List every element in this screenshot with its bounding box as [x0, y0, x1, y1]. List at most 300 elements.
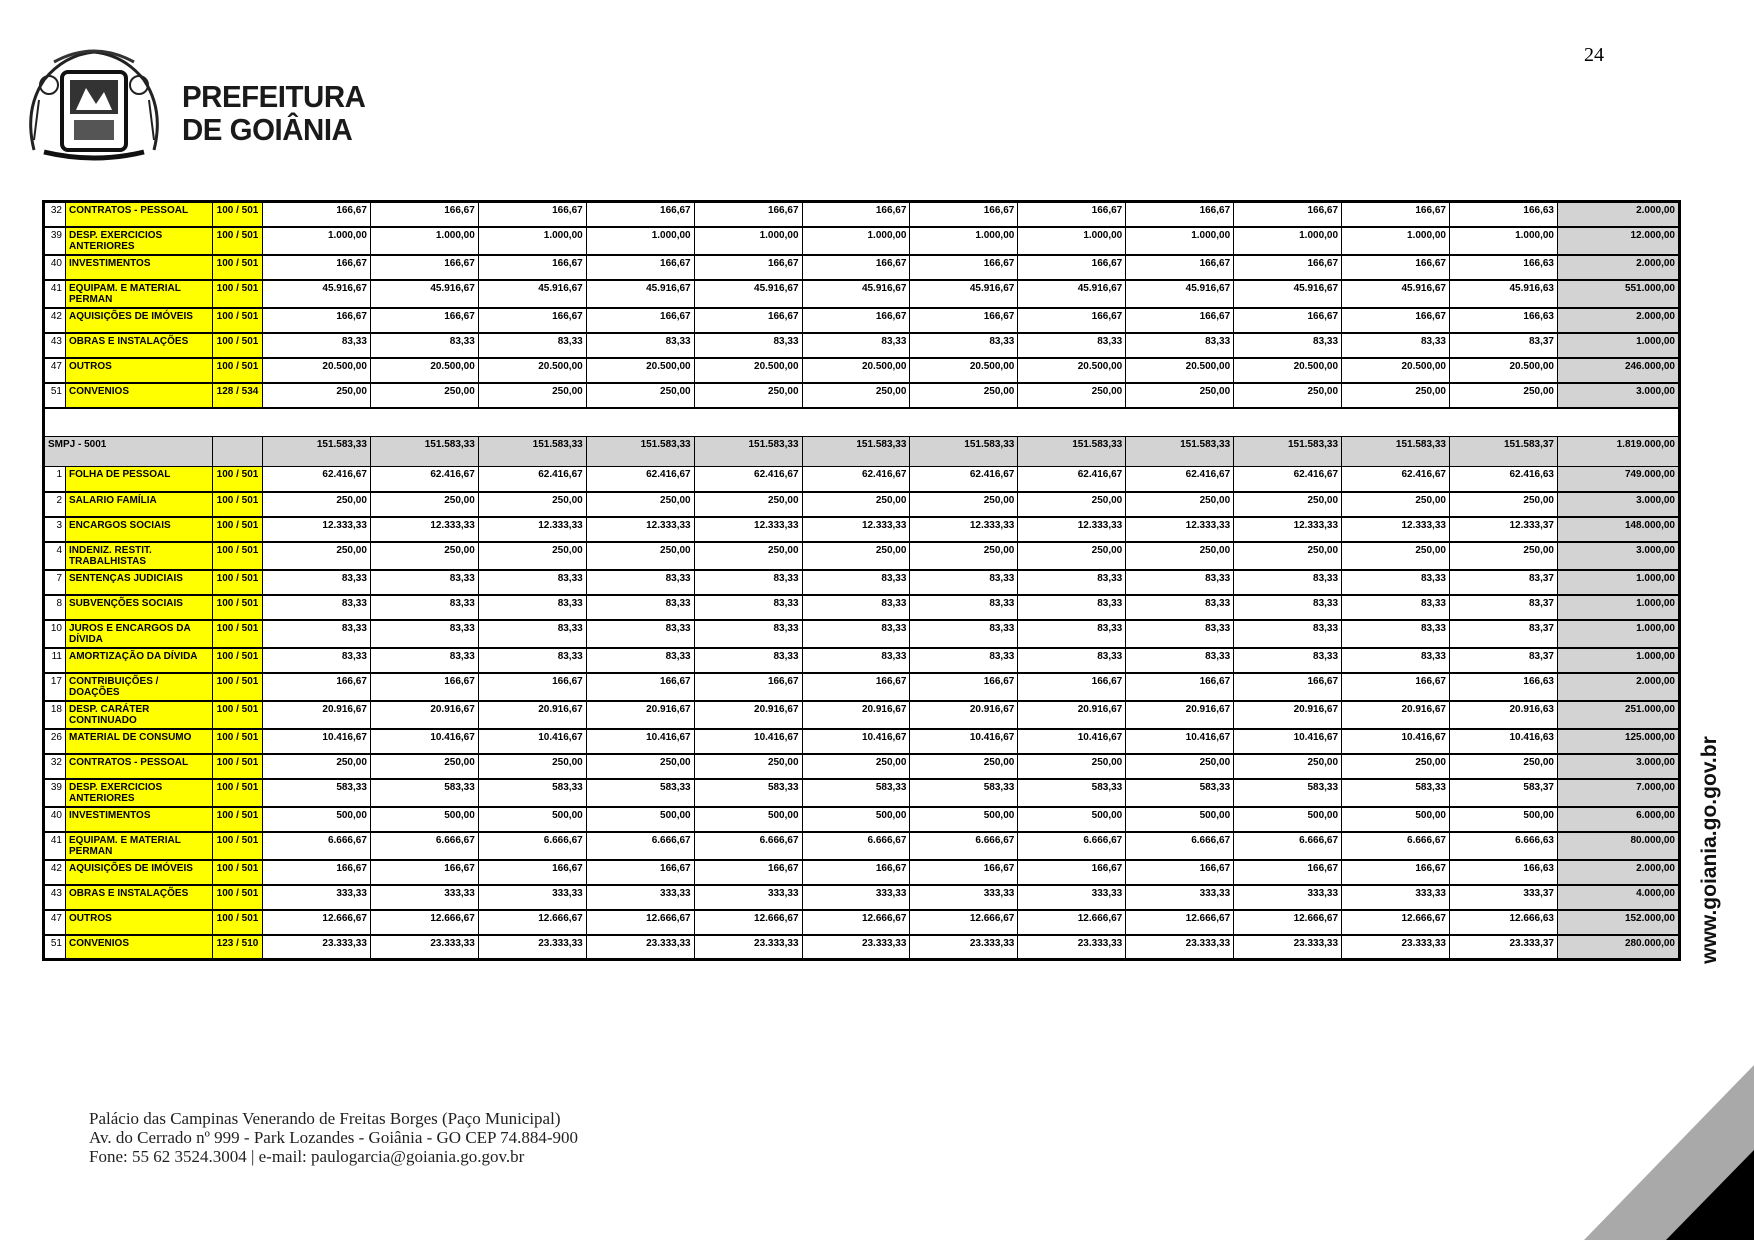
- row-annual-total: 2.000,00: [1558, 860, 1680, 885]
- row-annual-total: 1.000,00: [1558, 595, 1680, 620]
- row-month-value: 166,67: [1018, 860, 1126, 885]
- row-month-value: 6.666,67: [263, 832, 371, 860]
- row-name: AMORTIZAÇÃO DA DÍVIDA: [66, 648, 213, 673]
- row-annual-total: 246.000,00: [1558, 358, 1680, 383]
- row-month-value: 23.333,33: [1234, 935, 1342, 960]
- row-name: CONTRIBUIÇÕES / DOAÇÕES: [66, 673, 213, 701]
- row-annual-total: 2.000,00: [1558, 255, 1680, 280]
- row-month-value: 20.500,00: [370, 358, 478, 383]
- row-name: JUROS E ENCARGOS DA DÍVIDA: [66, 620, 213, 648]
- row-month-value: 45.916,67: [1126, 280, 1234, 308]
- row-month-value: 250,00: [1126, 754, 1234, 779]
- row-month-value: 250,00: [586, 383, 694, 408]
- row-month-value: 333,33: [1234, 885, 1342, 910]
- row-month-value: 166,67: [1018, 308, 1126, 333]
- table-row: [44, 807, 1680, 832]
- row-month-value: 12.333,33: [1018, 517, 1126, 542]
- row-month-value: 83,33: [370, 333, 478, 358]
- table-row: [44, 910, 1680, 935]
- row-month-value: 83,33: [1234, 648, 1342, 673]
- row-month-value: 20.916,67: [1234, 701, 1342, 729]
- row-month-value: 166,67: [802, 255, 910, 280]
- row-name: INVESTIMENTOS: [66, 255, 213, 280]
- row-name: MATERIAL DE CONSUMO: [66, 729, 213, 754]
- row-name: INDENIZ. RESTIT. TRABALHISTAS: [66, 542, 213, 570]
- row-month-value: 83,33: [478, 570, 586, 595]
- row-code: 47: [44, 358, 66, 383]
- row-month-value: 166,67: [586, 202, 694, 227]
- row-month-value: 250,00: [1342, 542, 1450, 570]
- row-month-value: 83,33: [1342, 595, 1450, 620]
- row-month-value: 166,67: [1342, 860, 1450, 885]
- row-month-value: 250,00: [802, 542, 910, 570]
- row-month-value: 10.416,67: [370, 729, 478, 754]
- row-month-value: 166,67: [370, 308, 478, 333]
- row-month-value: 166,67: [802, 308, 910, 333]
- row-month-value: 45.916,67: [1342, 280, 1450, 308]
- row-month-value: 1.000,00: [1342, 227, 1450, 255]
- row-month-value: 83,33: [263, 333, 371, 358]
- table-row: [44, 885, 1680, 910]
- group-month-value: 151.583,33: [263, 437, 371, 467]
- row-month-value: 6.666,67: [1018, 832, 1126, 860]
- row-month-value: 250,00: [1234, 754, 1342, 779]
- table-row: [44, 517, 1680, 542]
- row-month-value: 83,33: [370, 570, 478, 595]
- row-month-value: 166,67: [694, 202, 802, 227]
- row-month-value: 166,67: [586, 308, 694, 333]
- row-code: 42: [44, 860, 66, 885]
- row-name: DESP. EXERCICIOS ANTERIORES: [66, 779, 213, 807]
- row-name: INVESTIMENTOS: [66, 807, 213, 832]
- row-name: CONVENIOS: [66, 383, 213, 408]
- row-fonte: 100 / 501: [213, 280, 263, 308]
- row-month-value: 6.666,67: [1342, 832, 1450, 860]
- row-fonte: 100 / 501: [213, 620, 263, 648]
- row-month-value: 250,00: [1018, 754, 1126, 779]
- row-month-value: 20.500,00: [1449, 358, 1557, 383]
- row-month-value: 83,33: [910, 333, 1018, 358]
- row-month-value: 1.000,00: [1018, 227, 1126, 255]
- row-month-value: 45.916,67: [478, 280, 586, 308]
- corner-decoration: [1584, 1065, 1754, 1240]
- brand-line-2: DE GOIÂNIA: [182, 112, 353, 147]
- row-month-value: 12.333,33: [1126, 517, 1234, 542]
- row-annual-total: 1.000,00: [1558, 620, 1680, 648]
- row-name: OUTROS: [66, 358, 213, 383]
- row-month-value: 83,33: [1342, 620, 1450, 648]
- row-month-value: 250,00: [1342, 492, 1450, 517]
- page-number: 24: [1584, 44, 1604, 66]
- row-code: 41: [44, 280, 66, 308]
- row-month-value: 12.666,67: [1126, 910, 1234, 935]
- row-code: 40: [44, 807, 66, 832]
- row-month-value: 83,37: [1449, 333, 1557, 358]
- row-month-value: 45.916,67: [263, 280, 371, 308]
- row-month-value: 20.500,00: [263, 358, 371, 383]
- row-month-value: 83,33: [263, 648, 371, 673]
- row-month-value: 20.916,67: [478, 701, 586, 729]
- row-month-value: 333,33: [802, 885, 910, 910]
- row-month-value: 83,33: [910, 570, 1018, 595]
- row-month-value: 166,67: [694, 308, 802, 333]
- row-month-value: 583,33: [263, 779, 371, 807]
- row-month-value: 250,00: [370, 754, 478, 779]
- row-annual-total: 2.000,00: [1558, 673, 1680, 701]
- row-month-value: 23.333,33: [586, 935, 694, 960]
- row-code: 41: [44, 832, 66, 860]
- budget-table: [42, 200, 1681, 961]
- row-month-value: 1.000,00: [694, 227, 802, 255]
- group-month-value: 151.583,37: [1449, 437, 1557, 467]
- row-month-value: 1.000,00: [1449, 227, 1557, 255]
- section-spacer: [44, 408, 1680, 437]
- row-month-value: 500,00: [263, 807, 371, 832]
- row-month-value: 83,33: [910, 620, 1018, 648]
- row-fonte: 100 / 501: [213, 542, 263, 570]
- row-month-value: 166,67: [910, 860, 1018, 885]
- row-month-value: 6.666,67: [802, 832, 910, 860]
- row-annual-total: 2.000,00: [1558, 202, 1680, 227]
- row-month-value: 20.500,00: [478, 358, 586, 383]
- table-row: [44, 542, 1680, 570]
- row-month-value: 583,33: [370, 779, 478, 807]
- row-month-value: 166,67: [1342, 673, 1450, 701]
- row-month-value: 166,67: [1018, 255, 1126, 280]
- row-month-value: 23.333,33: [1126, 935, 1234, 960]
- row-month-value: 12.333,33: [370, 517, 478, 542]
- row-month-value: 250,00: [1234, 542, 1342, 570]
- row-month-value: 83,33: [1126, 648, 1234, 673]
- row-annual-total: 1.000,00: [1558, 570, 1680, 595]
- row-month-value: 12.666,67: [1234, 910, 1342, 935]
- row-month-value: 12.666,67: [1342, 910, 1450, 935]
- row-month-value: 45.916,67: [586, 280, 694, 308]
- group-fonte-cell: [213, 437, 263, 467]
- row-annual-total: 125.000,00: [1558, 729, 1680, 754]
- row-fonte: 100 / 501: [213, 595, 263, 620]
- row-month-value: 583,33: [1126, 779, 1234, 807]
- row-month-value: 83,33: [586, 648, 694, 673]
- row-month-value: 166,67: [263, 255, 371, 280]
- table-row: [44, 202, 1680, 227]
- row-annual-total: 3.000,00: [1558, 492, 1680, 517]
- row-annual-total: 12.000,00: [1558, 227, 1680, 255]
- row-fonte: 100 / 501: [213, 832, 263, 860]
- row-month-value: 166,67: [910, 202, 1018, 227]
- row-month-value: 45.916,67: [1018, 280, 1126, 308]
- row-month-value: 12.333,33: [586, 517, 694, 542]
- row-month-value: 12.666,67: [586, 910, 694, 935]
- row-month-value: 12.666,67: [910, 910, 1018, 935]
- row-month-value: 10.416,67: [1342, 729, 1450, 754]
- group-month-value: 151.583,33: [1342, 437, 1450, 467]
- row-month-value: 23.333,37: [1449, 935, 1557, 960]
- row-code: 42: [44, 308, 66, 333]
- row-month-value: 83,37: [1449, 595, 1557, 620]
- row-month-value: 250,00: [370, 542, 478, 570]
- row-code: 8: [44, 595, 66, 620]
- group-total-row: [44, 437, 1680, 467]
- row-month-value: 23.333,33: [910, 935, 1018, 960]
- row-month-value: 250,00: [478, 542, 586, 570]
- row-month-value: 6.666,63: [1449, 832, 1557, 860]
- row-month-value: 83,33: [263, 620, 371, 648]
- row-month-value: 10.416,67: [263, 729, 371, 754]
- brand-name: [182, 80, 375, 146]
- row-month-value: 250,00: [586, 542, 694, 570]
- row-annual-total: 6.000,00: [1558, 807, 1680, 832]
- row-month-value: 12.333,33: [910, 517, 1018, 542]
- row-fonte: 100 / 501: [213, 673, 263, 701]
- row-month-value: 12.666,67: [478, 910, 586, 935]
- row-month-value: 1.000,00: [586, 227, 694, 255]
- row-month-value: 583,33: [694, 779, 802, 807]
- row-fonte: 100 / 501: [213, 570, 263, 595]
- row-month-value: 166,67: [263, 308, 371, 333]
- row-month-value: 166,67: [370, 255, 478, 280]
- row-month-value: 500,00: [1018, 807, 1126, 832]
- row-month-value: 23.333,33: [263, 935, 371, 960]
- row-month-value: 45.916,67: [910, 280, 1018, 308]
- row-month-value: 250,00: [910, 542, 1018, 570]
- table-row: [44, 754, 1680, 779]
- row-month-value: 83,33: [478, 648, 586, 673]
- row-name: DESP. EXERCICIOS ANTERIORES: [66, 227, 213, 255]
- row-month-value: 166,67: [586, 673, 694, 701]
- row-month-value: 20.500,00: [1234, 358, 1342, 383]
- row-name: AQUISIÇÕES DE IMÓVEIS: [66, 308, 213, 333]
- table-row: [44, 570, 1680, 595]
- row-month-value: 166,67: [1018, 202, 1126, 227]
- row-code: 18: [44, 701, 66, 729]
- row-code: 26: [44, 729, 66, 754]
- row-month-value: 583,33: [586, 779, 694, 807]
- row-month-value: 23.333,33: [694, 935, 802, 960]
- row-fonte: 100 / 501: [213, 333, 263, 358]
- row-month-value: 166,67: [478, 202, 586, 227]
- row-month-value: 166,67: [586, 860, 694, 885]
- row-name: SENTENÇAS JUDICIAIS: [66, 570, 213, 595]
- row-fonte: 100 / 501: [213, 910, 263, 935]
- row-month-value: 20.500,00: [586, 358, 694, 383]
- row-annual-total: 80.000,00: [1558, 832, 1680, 860]
- row-month-value: 1.000,00: [1234, 227, 1342, 255]
- row-code: 4: [44, 542, 66, 570]
- row-month-value: 83,33: [586, 620, 694, 648]
- row-month-value: 20.916,67: [586, 701, 694, 729]
- row-month-value: 83,33: [478, 620, 586, 648]
- row-month-value: 83,33: [370, 620, 478, 648]
- row-month-value: 62.416,67: [910, 467, 1018, 492]
- row-month-value: 333,33: [478, 885, 586, 910]
- row-month-value: 250,00: [1018, 492, 1126, 517]
- row-month-value: 166,67: [1126, 673, 1234, 701]
- table-row: [44, 595, 1680, 620]
- row-month-value: 6.666,67: [586, 832, 694, 860]
- row-month-value: 62.416,67: [1342, 467, 1450, 492]
- table-row: [44, 673, 1680, 701]
- row-annual-total: 152.000,00: [1558, 910, 1680, 935]
- row-month-value: 250,00: [802, 754, 910, 779]
- table-row: [44, 383, 1680, 408]
- row-month-value: 83,33: [1234, 595, 1342, 620]
- row-month-value: 83,33: [1018, 333, 1126, 358]
- row-month-value: 250,00: [370, 383, 478, 408]
- row-month-value: 23.333,33: [802, 935, 910, 960]
- row-month-value: 333,33: [694, 885, 802, 910]
- row-month-value: 83,33: [263, 570, 371, 595]
- table-row: [44, 701, 1680, 729]
- group-month-value: 151.583,33: [910, 437, 1018, 467]
- row-month-value: 62.416,67: [370, 467, 478, 492]
- row-month-value: 166,67: [586, 255, 694, 280]
- row-annual-total: 749.000,00: [1558, 467, 1680, 492]
- row-fonte: 100 / 501: [213, 358, 263, 383]
- group-month-value: 151.583,33: [1018, 437, 1126, 467]
- row-month-value: 250,00: [263, 492, 371, 517]
- row-month-value: 10.416,67: [1126, 729, 1234, 754]
- row-month-value: 62.416,67: [586, 467, 694, 492]
- row-code: 43: [44, 333, 66, 358]
- row-month-value: 333,33: [910, 885, 1018, 910]
- row-annual-total: 2.000,00: [1558, 308, 1680, 333]
- row-month-value: 166,67: [1234, 255, 1342, 280]
- row-code: 3: [44, 517, 66, 542]
- row-month-value: 166,67: [478, 308, 586, 333]
- table-row: [44, 779, 1680, 807]
- row-month-value: 12.666,67: [370, 910, 478, 935]
- row-fonte: 100 / 501: [213, 648, 263, 673]
- row-month-value: 500,00: [370, 807, 478, 832]
- row-month-value: 166,67: [910, 673, 1018, 701]
- row-month-value: 500,00: [586, 807, 694, 832]
- row-month-value: 20.916,67: [1342, 701, 1450, 729]
- row-month-value: 6.666,67: [1126, 832, 1234, 860]
- row-month-value: 166,67: [802, 860, 910, 885]
- row-month-value: 83,33: [586, 570, 694, 595]
- row-month-value: 250,00: [370, 492, 478, 517]
- row-month-value: 583,33: [1234, 779, 1342, 807]
- table-row: [44, 308, 1680, 333]
- row-month-value: 166,63: [1449, 202, 1557, 227]
- row-month-value: 500,00: [802, 807, 910, 832]
- row-month-value: 166,67: [1018, 673, 1126, 701]
- row-fonte: 100 / 501: [213, 860, 263, 885]
- row-month-value: 12.666,67: [1018, 910, 1126, 935]
- row-month-value: 20.500,00: [1018, 358, 1126, 383]
- row-month-value: 250,00: [1449, 754, 1557, 779]
- row-name: CONVENIOS: [66, 935, 213, 960]
- row-code: 40: [44, 255, 66, 280]
- row-code: 32: [44, 202, 66, 227]
- row-code: 39: [44, 227, 66, 255]
- row-month-value: 83,37: [1449, 620, 1557, 648]
- row-month-value: 83,33: [478, 333, 586, 358]
- row-month-value: 250,00: [1234, 492, 1342, 517]
- row-month-value: 166,67: [694, 860, 802, 885]
- table-row: [44, 935, 1680, 960]
- table-row: [44, 729, 1680, 754]
- row-month-value: 250,00: [910, 754, 1018, 779]
- row-month-value: 83,33: [586, 333, 694, 358]
- row-code: 10: [44, 620, 66, 648]
- row-month-value: 166,67: [478, 255, 586, 280]
- row-month-value: 250,00: [1449, 383, 1557, 408]
- footer-address: [89, 1109, 578, 1166]
- row-month-value: 166,67: [370, 673, 478, 701]
- row-month-value: 583,33: [1342, 779, 1450, 807]
- table-row: [44, 860, 1680, 885]
- row-month-value: 166,67: [478, 860, 586, 885]
- row-month-value: 166,63: [1449, 255, 1557, 280]
- row-month-value: 166,67: [1126, 308, 1234, 333]
- row-month-value: 62.416,67: [1126, 467, 1234, 492]
- row-fonte: 123 / 510: [213, 935, 263, 960]
- row-annual-total: 7.000,00: [1558, 779, 1680, 807]
- row-month-value: 83,33: [802, 333, 910, 358]
- group-month-value: 151.583,33: [586, 437, 694, 467]
- row-month-value: 10.416,67: [586, 729, 694, 754]
- row-month-value: 166,67: [910, 255, 1018, 280]
- row-name: ENCARGOS SOCIAIS: [66, 517, 213, 542]
- row-month-value: 333,33: [1342, 885, 1450, 910]
- row-month-value: 250,00: [478, 492, 586, 517]
- row-month-value: 83,33: [910, 648, 1018, 673]
- row-month-value: 166,67: [1234, 673, 1342, 701]
- row-month-value: 166,63: [1449, 308, 1557, 333]
- row-name: AQUISIÇÕES DE IMÓVEIS: [66, 860, 213, 885]
- row-code: 51: [44, 383, 66, 408]
- row-fonte: 128 / 534: [213, 383, 263, 408]
- row-month-value: 12.333,33: [802, 517, 910, 542]
- row-month-value: 83,33: [1126, 620, 1234, 648]
- row-month-value: 83,33: [694, 333, 802, 358]
- row-month-value: 20.500,00: [910, 358, 1018, 383]
- row-month-value: 62.416,67: [478, 467, 586, 492]
- row-annual-total: 280.000,00: [1558, 935, 1680, 960]
- row-month-value: 583,33: [478, 779, 586, 807]
- table-row: [44, 227, 1680, 255]
- row-month-value: 83,33: [1018, 648, 1126, 673]
- row-month-value: 333,33: [586, 885, 694, 910]
- row-month-value: 83,33: [1234, 570, 1342, 595]
- row-month-value: 1.000,00: [263, 227, 371, 255]
- municipal-coat-of-arms-icon: [14, 40, 174, 170]
- row-code: 11: [44, 648, 66, 673]
- row-month-value: 83,33: [694, 620, 802, 648]
- row-annual-total: 148.000,00: [1558, 517, 1680, 542]
- row-month-value: 166,67: [263, 202, 371, 227]
- row-month-value: 23.333,33: [478, 935, 586, 960]
- row-month-value: 250,00: [478, 754, 586, 779]
- row-month-value: 166,67: [802, 673, 910, 701]
- row-month-value: 23.333,33: [1342, 935, 1450, 960]
- row-month-value: 83,33: [1126, 333, 1234, 358]
- row-month-value: 166,67: [1342, 202, 1450, 227]
- row-month-value: 12.333,33: [1342, 517, 1450, 542]
- row-name: SUBVENÇÕES SOCIAIS: [66, 595, 213, 620]
- group-annual-total: 1.819.000,00: [1558, 437, 1680, 467]
- row-month-value: 23.333,33: [1018, 935, 1126, 960]
- spacer-cell: [44, 408, 1680, 437]
- row-month-value: 250,00: [910, 383, 1018, 408]
- footer-line-3: Fone: 55 62 3524.3004 | e-mail: paulogarcia@goiania.go.gov.br: [89, 1147, 525, 1166]
- row-month-value: 6.666,67: [370, 832, 478, 860]
- table-row: [44, 492, 1680, 517]
- row-month-value: 45.916,67: [370, 280, 478, 308]
- row-month-value: 62.416,67: [694, 467, 802, 492]
